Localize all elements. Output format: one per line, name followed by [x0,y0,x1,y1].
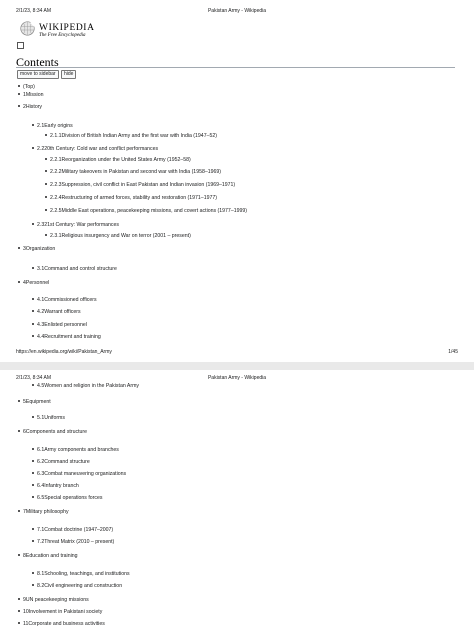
bullet-icon [18,93,20,95]
toc-item[interactable] [32,146,158,153]
bullet-icon [32,124,34,126]
bullet-icon [32,540,34,542]
toc-item[interactable] [32,309,81,316]
toc-item-label: Reorganization under the United States Army (1952–58) [61,157,191,163]
toc-item-number: 4.3 [37,322,45,328]
toc-item[interactable] [18,509,69,516]
toc-item-label: Division of British Indian Army and the first war with India (1947–52) [61,133,217,139]
toc-item-label: Combat doctrine (1947–2007) [44,527,114,533]
bullet-icon [45,196,47,198]
move-to-sidebar-button[interactable]: move to sidebar [17,70,59,79]
toc-item[interactable] [32,415,65,422]
toc-item-number: 3.1 [37,266,45,272]
print-page-number: 1/45 [448,349,458,355]
toc-item-number: 6.3 [37,471,45,477]
toc-item-number: 5.1 [37,415,45,421]
toc-item[interactable] [18,399,51,406]
toc-item-label: Organization [25,246,56,252]
toc-item-label: UN peacekeeping missions [25,597,89,603]
toc-item[interactable] [32,334,101,341]
toc-item-number: 6 [23,429,26,435]
toc-item-label: Schooling, teachings, and institutions [44,571,130,577]
bullet-icon [32,384,34,386]
toc-item-number: 7 [23,509,26,515]
toc-item-label: Mission [25,92,44,98]
print-date: 2/1/23, 8:34 AM [16,8,52,14]
bullet-icon [32,572,34,574]
toc-item[interactable] [32,447,119,454]
toc-item-label: Involvement in Pakistani society [28,609,103,615]
toc-item[interactable] [18,84,35,91]
bullet-icon [32,584,34,586]
toc-item-label: Suppression, civil conflict in East Pakistan and Indian invasion (1969–1971) [61,182,236,188]
toc-item-label: Religious insurgency and War on terror (2001 – present) [61,233,191,239]
toc-item-number: 2.2.2 [50,169,62,175]
toc-item-number: 2.3.1 [50,233,62,239]
toc-item-label: Components and structure [25,429,88,435]
toc-item-label: Uniforms [44,415,65,421]
toc-item-number: 5 [23,399,26,405]
toc-item-number: 10 [23,609,29,615]
bullet-icon [32,147,34,149]
toc-item-number: 4.1 [37,297,45,303]
toc-item-label: Middle East operations, peacekeeping missions, and covert actions (1977–1999) [61,208,247,214]
bullet-icon [45,209,47,211]
toc-item-label: Infantry branch [44,483,79,489]
toc-item-number: 2.3 [37,222,45,228]
toc-item[interactable] [18,280,49,287]
toc-item[interactable] [18,597,89,604]
toc-list-page-2 [0,370,474,632]
toc-item-label: Special operations forces [44,495,103,501]
toc-item[interactable] [18,92,43,99]
toc-item[interactable] [32,297,97,304]
print-page-title: Pakistan Army - Wikipedia [207,375,267,381]
print-url: https://en.wikipedia.org/wiki/Pakistan_Army [16,349,112,355]
bullet-icon [45,183,47,185]
toc-item[interactable] [18,609,102,616]
toc-item-label: Command and control structure [44,266,117,272]
toc-item-number: 1 [23,92,26,98]
toc-item-label: 20th Century: Cold war and conflict performances [44,146,159,152]
toc-item-label: (Top) [23,84,35,90]
bullet-icon [32,484,34,486]
bullet-icon [18,105,20,107]
toc-item-label: Warrant officers [44,309,81,315]
toc-item-number: 2.2 [37,146,45,152]
toc-item-label: Equipment [25,399,51,405]
toc-item-label: Civil engineering and construction [44,583,123,589]
toc-item-number: 2.2.1 [50,157,62,163]
toc-item-number: 6.1 [37,447,45,453]
toc-item-number: 6.5 [37,495,45,501]
bullet-icon [18,554,20,556]
bullet-icon [18,510,20,512]
toc-item-label: Early origins [44,123,73,129]
toc-item[interactable] [32,527,113,534]
toc-item[interactable] [45,233,191,240]
bullet-icon [18,85,20,87]
page-separator [0,362,474,370]
toc-item-number: 8.2 [37,583,45,589]
bullet-icon [18,430,20,432]
toc-item-number: 11 [23,621,29,627]
bullet-icon [32,528,34,530]
bullet-icon [32,448,34,450]
toc-title: Contents [16,55,59,69]
toc-item[interactable] [32,222,119,229]
toc-item-number: 2.2.5 [50,208,62,214]
bullet-icon [32,335,34,337]
bullet-icon [45,170,47,172]
wikipedia-wordmark[interactable]: WIKIPEDIA [39,23,95,33]
toc-item-label: Enlisted personnel [44,322,87,328]
toc-item[interactable] [32,383,139,390]
bullet-icon [45,158,47,160]
bullet-icon [18,247,20,249]
bullet-icon [18,281,20,283]
toc-item[interactable] [45,157,191,164]
toc-item-label: Commissioned officers [44,297,97,303]
toc-item[interactable] [32,459,90,466]
bullet-icon [32,460,34,462]
bullet-icon [18,400,20,402]
toc-item-label: Command structure [44,459,90,465]
bullet-icon [32,223,34,225]
toc-item[interactable] [32,471,126,478]
toc-item-number: 4.5 [37,383,45,389]
toc-item[interactable] [32,571,130,578]
toc-item[interactable] [32,266,117,273]
toc-item[interactable] [32,583,122,590]
bullet-icon [32,323,34,325]
toc-item[interactable] [45,195,217,202]
toc-item-label: 21st Century: War performances [44,222,119,228]
toc-item-number: 6.4 [37,483,45,489]
toc-item-number: 4 [23,280,26,286]
toc-item-label: Restructuring of armed forces, stability and restoration (1971–1977) [61,195,217,201]
toc-item[interactable] [32,322,87,329]
toc-item-number: 2.1 [37,123,45,129]
bullet-icon [18,610,20,612]
toc-item-number: 8.1 [37,571,45,577]
toc-item[interactable] [18,104,42,111]
toc-item[interactable] [45,208,247,215]
toc-item[interactable] [18,621,105,628]
toc-item[interactable] [32,483,79,490]
bullet-icon [45,134,47,136]
bullet-icon [18,598,20,600]
toc-item-number: 7.2 [37,539,45,545]
toc-item-label: Women and religion in the Pakistan Army [44,383,139,389]
toc-item-label: Military takeovers in Pakistan and second war with India (1958–1969) [61,169,222,175]
toc-item-label: Army components and branches [44,447,119,453]
toc-item-label: Threat Matrix (2010 – present) [44,539,115,545]
toc-item[interactable] [18,429,87,436]
bullet-icon [32,416,34,418]
print-page-title: Pakistan Army - Wikipedia [207,8,267,14]
toc-item[interactable] [32,123,73,130]
toc-item[interactable] [45,133,217,140]
toc-item[interactable] [32,495,102,502]
toc-item[interactable] [18,246,55,253]
toc-item-number: 6.2 [37,459,45,465]
hide-toc-button[interactable]: hide [61,70,76,79]
toc-item-label: Corporate and business activities [28,621,105,627]
bullet-icon [32,496,34,498]
toc-item-label: Combat maneuvering organizations [44,471,127,477]
toc-item-number: 8 [23,553,26,559]
pdf-page-2 [0,370,474,632]
bullet-icon [32,472,34,474]
bullet-icon [32,310,34,312]
bullet-icon [32,267,34,269]
toc-item-number: 4.4 [37,334,45,340]
wikipedia-tagline: The Free Encyclopedia [39,33,86,38]
bullet-icon [32,298,34,300]
toc-item-number: 2.1.1 [50,133,62,139]
toc-item-number: 4.2 [37,309,45,315]
toc-item-number: 9 [23,597,26,603]
toc-item-label: Recruitment and training [44,334,101,340]
toc-item-label: Military philosophy [25,509,69,515]
toc-item[interactable] [32,539,114,546]
toc-item[interactable] [18,553,78,560]
toc-item[interactable] [45,169,221,176]
toc-item-number: 2.2.4 [50,195,62,201]
toc-item[interactable] [45,182,235,189]
toc-item-number: 3 [23,246,26,252]
toc-item-number: 2 [23,104,26,110]
toc-item-label: Education and training [25,553,78,559]
toc-item-label: Personnel [25,280,50,286]
toc-item-label: History [25,104,43,110]
toc-item-number: 7.1 [37,527,45,533]
bullet-icon [18,622,20,624]
print-date: 2/1/23, 8:34 AM [16,375,52,381]
bullet-icon [45,234,47,236]
toc-item-number: 2.2.3 [50,182,62,188]
